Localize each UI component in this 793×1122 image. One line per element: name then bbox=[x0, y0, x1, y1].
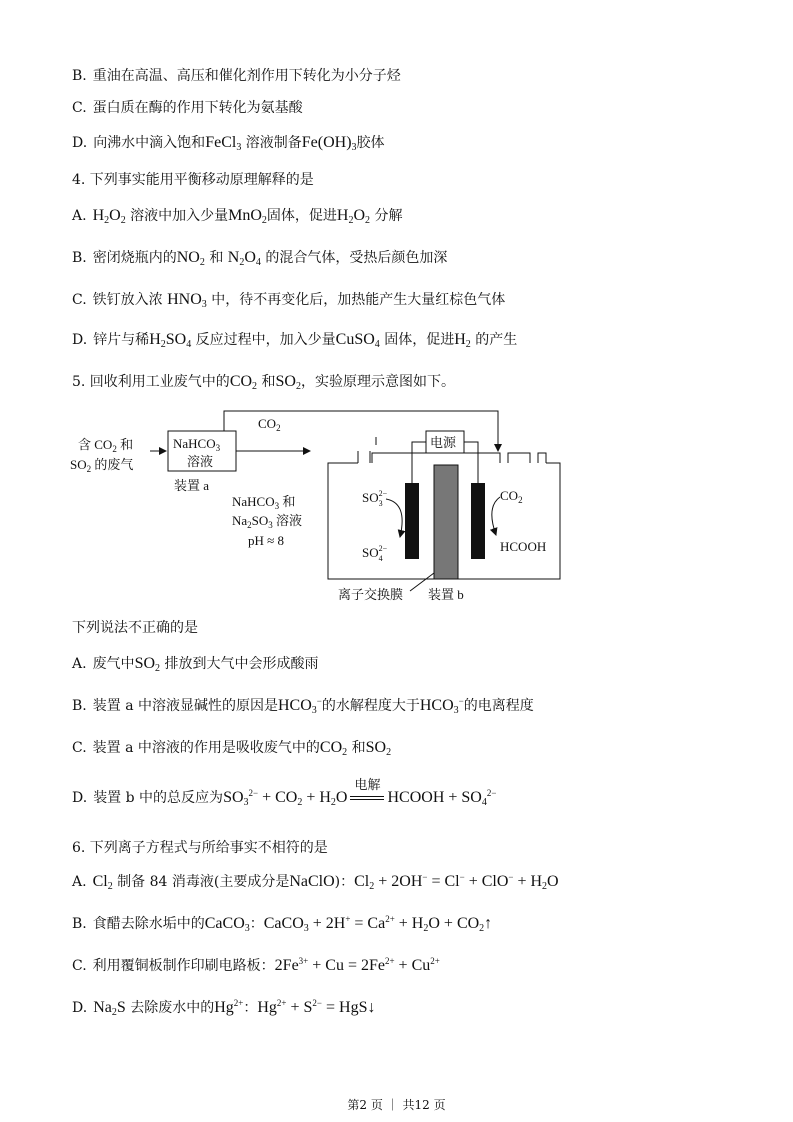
option-label: B. bbox=[72, 250, 87, 266]
option-text: 的水解程度大于 bbox=[321, 698, 420, 714]
option-label: B. bbox=[72, 698, 87, 714]
formula-cuso4: CuSO$_4$ bbox=[335, 331, 380, 350]
formula-h2o2: $H_2O_2$ bbox=[336, 207, 371, 226]
option-text: 向沸水中滴入饱和 bbox=[93, 135, 206, 151]
ion-exchange-membrane bbox=[434, 465, 458, 579]
electrolysis-diagram bbox=[60, 405, 580, 615]
cathode-reaction-arrow bbox=[492, 497, 500, 535]
option-label: D. bbox=[72, 332, 88, 348]
q6-option-b bbox=[72, 914, 492, 934]
gas-input-label: $SO_2$ 的废气 bbox=[70, 457, 134, 474]
option-text: 胶体 bbox=[356, 135, 385, 151]
option-text: 利用覆铜板制作印刷电路板： bbox=[92, 958, 275, 974]
option-text: 装置 a 中溶液的作用是吸收废气中的 bbox=[92, 740, 320, 756]
q4-stem: 4. 下列事实能用平衡移动原理解释的是 bbox=[72, 172, 314, 188]
q5-option-c bbox=[72, 738, 391, 758]
formula-so2: $SO_2$ bbox=[275, 373, 301, 392]
option-text: 锌片与稀 bbox=[93, 332, 150, 348]
q6-stem: 6. 下列离子方程式与所给事实不相符的是 bbox=[72, 840, 328, 856]
formula-h2: $H_2$ bbox=[454, 331, 471, 350]
option-text: 食醋去除水垢中的 bbox=[92, 916, 205, 932]
q4-option-c bbox=[72, 290, 505, 310]
option-text: ： bbox=[249, 916, 264, 932]
formula-n2o4: $N_2O_4$ bbox=[227, 249, 261, 268]
formula-no2: $NO_2$ bbox=[176, 249, 205, 268]
ionic-equation: $2Fe^{3+} + Cu = 2Fe^{2+} + Cu^{2+}$ bbox=[274, 956, 440, 974]
formula-co2: $CO_2$ bbox=[229, 373, 258, 392]
option-text: 和 bbox=[351, 740, 366, 756]
option-label: A. bbox=[72, 874, 87, 890]
formula-feoh3: $Fe(OH)_3$ bbox=[301, 134, 357, 153]
co2-right-label: $CO_2$ bbox=[500, 488, 523, 505]
option-text: 溶液中加入少量 bbox=[130, 208, 229, 224]
formula-hg: $Hg^{2+}$ bbox=[214, 998, 244, 1016]
option-text: 和 bbox=[209, 250, 224, 266]
solution-label: $Na_2SO_3$ 溶液 bbox=[232, 513, 303, 530]
option-text: 密闭烧瓶内的 bbox=[92, 250, 177, 266]
option-label: C. bbox=[72, 740, 87, 756]
option-text: 蛋白质在酶的作用下转化为氨基酸 bbox=[92, 100, 303, 116]
ph-label: pH ≈ 8 bbox=[248, 533, 285, 548]
anode-reaction-arrow bbox=[386, 499, 402, 537]
option-label: B. bbox=[72, 68, 87, 84]
hcooh-label: HCOOH bbox=[500, 539, 547, 554]
ionic-equation: CaCO$_3$ + $2H^+ = Ca^{2+} + H_2O$ + $CO_2↑$ bbox=[263, 914, 493, 934]
q3-option-c bbox=[72, 98, 303, 118]
option-text: 反应过程中，加入少量 bbox=[195, 332, 336, 348]
q4-option-a bbox=[72, 206, 403, 226]
formula-na2s: $Na_2S$ bbox=[93, 999, 126, 1018]
formula-so2: $SO_2$ bbox=[134, 655, 161, 674]
option-text: 固体，促进 bbox=[266, 208, 337, 224]
option-label: C. bbox=[72, 292, 87, 308]
cathode bbox=[471, 483, 485, 559]
formula-hco3: $HCO_3^-$ bbox=[419, 696, 464, 716]
co2-top-label: $CO_2$ bbox=[258, 416, 281, 433]
option-text: 去除废水中的 bbox=[130, 1000, 215, 1016]
formula-co2: $CO_2$ bbox=[319, 739, 348, 758]
q6-option-c bbox=[72, 956, 440, 976]
q3-option-b bbox=[72, 66, 401, 86]
q3-option-d bbox=[72, 133, 385, 153]
option-text: 装置 b 中的总反应为 bbox=[93, 790, 224, 806]
formula-cl2: $Cl_2$ bbox=[92, 873, 113, 892]
device-a-label: 装置 a bbox=[174, 478, 210, 493]
ionic-equation: $Cl_2 + 2OH^- = Cl^- + ClO^- + H_2O$ bbox=[354, 872, 559, 892]
formula-hco3: $HCO_3^-$ bbox=[278, 696, 322, 716]
anode bbox=[405, 483, 419, 559]
diagram-svg bbox=[60, 405, 580, 615]
q5-option-d bbox=[72, 777, 497, 808]
option-text: ： bbox=[243, 1000, 258, 1016]
q4-option-b bbox=[72, 248, 447, 268]
formula-so2: $SO_2$ bbox=[365, 739, 392, 758]
formula-h2o2: $H_2O_2$ bbox=[92, 207, 126, 226]
option-text: 制备 84 消毒液(主要成分是 bbox=[117, 874, 290, 890]
ionic-equation: $Hg^{2+} + S^{2-}$ = HgS↓ bbox=[257, 998, 376, 1016]
stem-text: 5. 回收利用工业废气中的 bbox=[72, 374, 230, 390]
membrane-label: 离子交换膜 bbox=[338, 587, 404, 602]
option-text: 装置 a 中溶液显碱性的原因是 bbox=[92, 698, 278, 714]
option-label: C. bbox=[72, 100, 87, 116]
option-text: 的产生 bbox=[475, 332, 518, 348]
option-label: B. bbox=[72, 916, 87, 932]
option-text: 分解 bbox=[374, 208, 403, 224]
option-label: D. bbox=[72, 1000, 88, 1016]
formula-mno2: MnO$_2$ bbox=[228, 207, 267, 226]
q6-option-a bbox=[72, 872, 559, 892]
stem-text: ，实验原理示意图如下。 bbox=[300, 374, 455, 390]
so4-label: $SO_42-$ bbox=[362, 544, 388, 563]
option-label: C. bbox=[72, 958, 87, 974]
option-text: 废气中 bbox=[92, 656, 135, 672]
formula-hno3: $HNO_3$ bbox=[167, 291, 207, 310]
option-label: D. bbox=[72, 135, 88, 151]
q5-option-a bbox=[72, 654, 318, 674]
device-b-label: 装置 b bbox=[428, 587, 464, 602]
option-text: 的电离程度 bbox=[463, 698, 534, 714]
formula-naclo: NaClO bbox=[289, 873, 335, 890]
page-footer: 第2 页 ｜ 共12 页 bbox=[347, 1098, 446, 1112]
formula-h2so4: $H_2SO_4$ bbox=[149, 331, 192, 350]
stem-text: 和 bbox=[261, 374, 276, 390]
q5-option-b bbox=[72, 696, 534, 716]
so3-label: $SO_32-$ bbox=[362, 489, 388, 508]
reaction-equation: $SO_3^{2-} + CO_2 + H_2O$ 电解 HCOOH + $SO_4^{2-}$ bbox=[223, 777, 497, 808]
option-text: 固体，促进 bbox=[384, 332, 455, 348]
formula-fecl3: FeCl$_3$ bbox=[205, 134, 242, 153]
q5-question: 下列说法不正确的是 bbox=[72, 620, 198, 636]
condition-label: 电解 bbox=[354, 777, 381, 792]
option-text: 的混合气体，受热后颜色加深 bbox=[265, 250, 448, 266]
option-text: )： bbox=[334, 874, 355, 890]
option-text: 铁钉放入浓 bbox=[92, 292, 163, 308]
power-label: 电源 bbox=[430, 435, 457, 450]
option-label: A. bbox=[72, 656, 87, 672]
gas-input-label: 含 $CO_2$ 和 bbox=[78, 437, 134, 454]
option-label: D. bbox=[72, 790, 88, 806]
option-text: 排放到大气中会形成酸雨 bbox=[164, 656, 319, 672]
solution-label: NaHCO$_3$ 和 bbox=[232, 494, 296, 511]
box-a-label: 溶液 bbox=[187, 454, 214, 469]
box-a-label: NaHCO$_3$ bbox=[173, 436, 221, 453]
q4-option-d bbox=[72, 330, 517, 350]
formula-caco3: CaCO$_3$ bbox=[204, 915, 250, 934]
option-text: 重油在高温、高压和催化剂作用下转化为小分子烃 bbox=[92, 68, 401, 84]
option-text: 溶液制备 bbox=[245, 135, 302, 151]
q5-stem bbox=[72, 372, 455, 392]
option-label: A. bbox=[72, 208, 87, 224]
option-text: 中，待不再变化后，加热能产生大量红棕色气体 bbox=[211, 292, 506, 308]
q6-option-d bbox=[72, 998, 375, 1018]
